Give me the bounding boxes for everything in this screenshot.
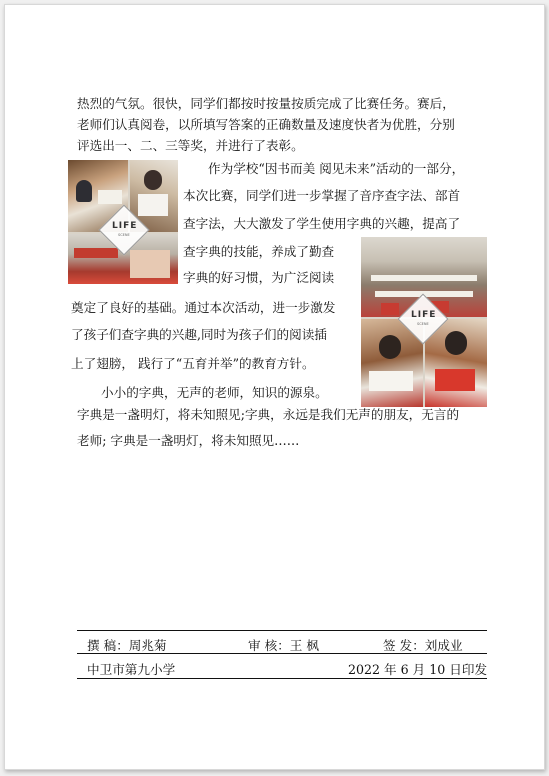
life-logo-right-text: LIFE	[411, 310, 437, 320]
body-line-1: 热烈的气氛。很快，同学们都按时按量按质完成了比赛任务。赛后，	[77, 96, 455, 111]
document-page	[4, 4, 545, 770]
footer-reviewer: 审 核：王 枫	[248, 638, 319, 653]
body-line-3: 评选出一、二、三等奖，并进行了表彰。	[77, 138, 304, 153]
footer-rule-middle	[77, 653, 487, 654]
life-logo-left-text: LIFE	[112, 221, 138, 231]
body-line-13: 字典是一盏明灯，将未知照见;字典，永远是我们无声的朋友，无言的	[77, 407, 460, 422]
footer-date: 2022 年 6 月 10 日印发	[348, 662, 488, 677]
activity-photo-collage-right	[361, 237, 487, 407]
body-line-14: 老师; 字典是一盏明灯，将未知照见……	[77, 433, 300, 448]
body-line-4: 作为学校“因书而美 阅见未来”活动的一部分，	[208, 161, 465, 176]
body-line-7: 查字典的技能，养成了勤查	[183, 244, 335, 259]
footer-issuer: 签 发：刘成业	[383, 638, 463, 653]
body-line-2: 老师们认真阅卷，以所填写答案的正确数量及速度快者为优胜，分别	[77, 117, 455, 132]
body-line-8: 字典的好习惯，为广泛阅读	[183, 270, 335, 285]
body-line-12: 小小的字典，无声的老师，知识的源泉。	[101, 385, 328, 400]
body-line-5: 本次比赛，同学们进一步掌握了音序查字法、部首	[183, 188, 461, 203]
life-logo-left-subtext: SCENE	[118, 233, 130, 237]
body-line-10: 了孩子们查字典的兴趣,同时为孩子们的阅读插	[71, 327, 327, 342]
footer-rule-bottom	[77, 678, 487, 679]
footer-school: 中卫市第九小学	[87, 662, 176, 677]
footer-writer: 撰 稿：周兆菊	[87, 638, 167, 653]
life-logo-right-subtext: SCENE	[417, 322, 429, 326]
activity-photo-collage-left	[68, 160, 178, 284]
body-line-11: 上了翅膀， 践行了“五育并举”的教育方针。	[71, 356, 315, 371]
body-line-9: 奠定了良好的基础。通过本次活动，进一步激发	[71, 300, 336, 315]
body-line-6: 查字法，大大激发了学生使用字典的兴趣，提高了	[183, 216, 461, 231]
footer-rule-top	[77, 630, 487, 631]
